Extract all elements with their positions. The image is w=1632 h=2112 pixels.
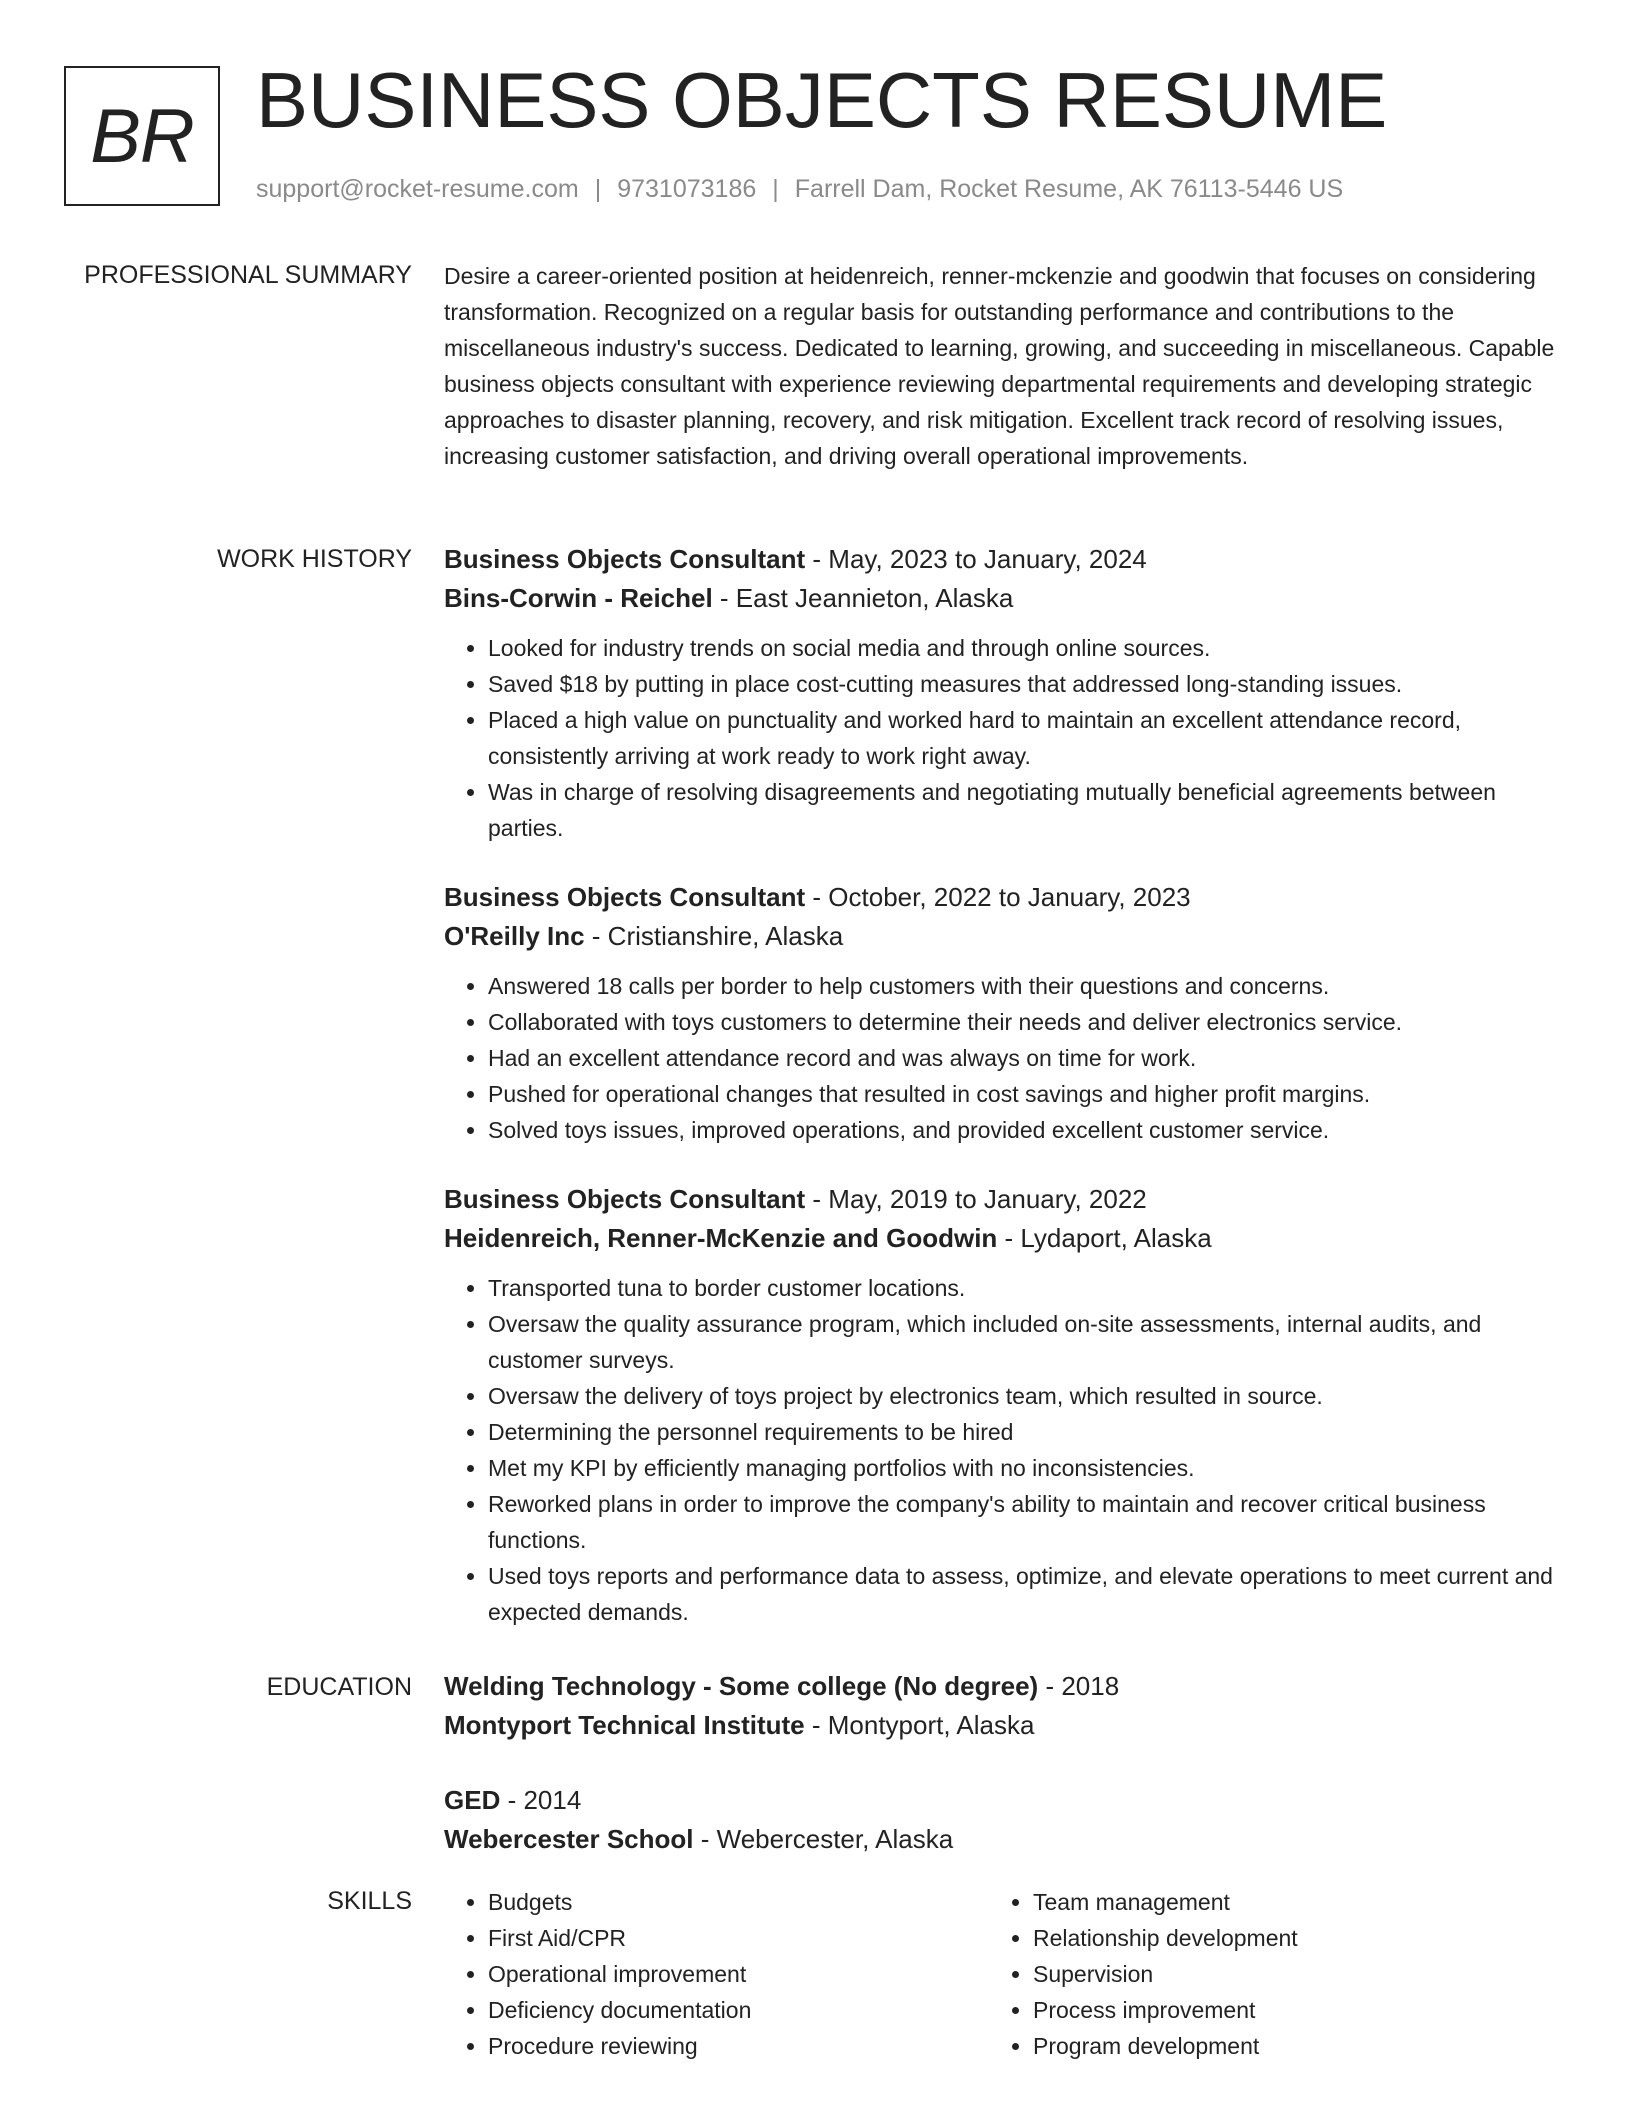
job-bullets: [444, 968, 1564, 1148]
education-school-line: [444, 1706, 1564, 1745]
skill-item: • Procedure reviewing: [488, 2028, 989, 2064]
skill-item: • Budgets: [488, 1884, 989, 1920]
contact-separator: |: [594, 175, 602, 203]
contact-separator: |: [772, 175, 779, 203]
contact-email: support@rocket-resume.com: [256, 175, 579, 203]
job-company: O'Reilly Inc: [444, 921, 585, 951]
job-bullet: • Placed a high value on punctuality and worked hard to maintain an excellent attendance record, consistently arriving at work ready to work right away.: [488, 702, 1564, 774]
education-degree-line: [444, 1667, 1564, 1706]
skills-section: [444, 1884, 1564, 2064]
job-title-line: [444, 878, 1564, 917]
summary-label: PROFESSIONAL SUMMARY: [84, 261, 412, 289]
resume-title: BUSINESS OBJECTS RESUME: [256, 56, 1388, 144]
job-bullet: • Used toys reports and performance data to assess, optimize, and elevate operations to meet current and expected demands.: [488, 1558, 1564, 1630]
job-company-line: [444, 579, 1564, 618]
education-location: - Montyport, Alaska: [804, 1710, 1035, 1740]
education-year: - 2018: [1038, 1671, 1120, 1701]
job-bullet: • Had an excellent attendance record and was always on time for work.: [488, 1040, 1564, 1076]
job-title: Business Objects Consultant: [444, 882, 806, 912]
job-entry: [444, 1180, 1564, 1630]
skills-list: [989, 1884, 1534, 2064]
job-bullet: • Was in charge of resolving disagreements and negotiating mutually beneficial agreements between parties.: [488, 774, 1564, 846]
education-year: - 2014: [500, 1785, 582, 1815]
skill-item: • Team management: [1033, 1884, 1534, 1920]
job-entry: [444, 878, 1564, 1148]
education-degree: Welding Technology - Some college (No degree): [444, 1671, 1039, 1701]
skills-label: SKILLS: [327, 1887, 412, 1915]
job-entry: [444, 540, 1564, 846]
skills-column-left: [444, 1884, 989, 2064]
job-company-line: [444, 1219, 1564, 1258]
education-school: Montyport Technical Institute: [444, 1710, 805, 1740]
job-bullet: • Oversaw the quality assurance program, which included on-site assessments, internal audits, and customer surveys.: [488, 1306, 1564, 1378]
skill-item: • Deficiency documentation: [488, 1992, 989, 2028]
job-location: - East Jeannieton, Alaska: [712, 583, 1014, 613]
job-dates: - October, 2022 to January, 2023: [805, 882, 1191, 912]
summary-section: [444, 258, 1564, 474]
job-bullets: [444, 1270, 1564, 1630]
job-title: Business Objects Consultant: [444, 1184, 806, 1214]
skill-item: • Operational improvement: [488, 1956, 989, 1992]
job-bullet: • Collaborated with toys customers to determine their needs and deliver electronics service.: [488, 1004, 1564, 1040]
job-company: Heidenreich, Renner-McKenzie and Goodwin: [444, 1223, 998, 1253]
job-bullet: • Transported tuna to border customer locations.: [488, 1270, 1564, 1306]
job-company-line: [444, 917, 1564, 956]
education-degree: GED: [444, 1785, 501, 1815]
skills-column-right: [989, 1884, 1534, 2064]
education-degree-line: [444, 1781, 1564, 1820]
work-history-section: [444, 540, 1564, 1662]
job-bullet: • Met my KPI by efficiently managing portfolios with no inconsistencies.: [488, 1450, 1564, 1486]
monogram-logo: [64, 66, 220, 206]
contact-phone: 9731073186: [617, 175, 757, 203]
summary-text: Desire a career-oriented position at heidenreich, renner-mckenzie and goodwin that focuses on considering transformation. Recognized on a regular basis for outstanding performance and contributions to the miscellaneous industry's success. Dedicated to learning, growing, and succeeding in miscellaneous. Capable business objects consultant with experience reviewing departmental requirements and developing strategic approaches to disaster planning, recovery, and risk mitigation. Excellent track record of resolving issues, increasing customer satisfaction, and driving overall operational improvements.: [444, 263, 1555, 469]
education-school-line: [444, 1820, 1564, 1859]
job-company: Bins-Corwin - Reichel: [444, 583, 713, 613]
job-location: - Cristianshire, Alaska: [584, 921, 844, 951]
skill-item: • Program development: [1033, 2028, 1534, 2064]
work-history-label: WORK HISTORY: [217, 545, 412, 573]
education-entry: [444, 1781, 1564, 1859]
skill-item: • Process improvement: [1033, 1992, 1534, 2028]
skill-item: • Supervision: [1033, 1956, 1534, 1992]
job-bullet: • Saved $18 by putting in place cost-cutting measures that addressed long-standing issues.: [488, 666, 1564, 702]
monogram-text: BR: [90, 93, 194, 179]
job-bullet: • Looked for industry trends on social media and through online sources.: [488, 630, 1564, 666]
education-school: Webercester School: [444, 1824, 694, 1854]
job-title: Business Objects Consultant: [444, 544, 806, 574]
contact-line: [256, 172, 1343, 206]
job-dates: - May, 2019 to January, 2022: [805, 1184, 1147, 1214]
job-bullet: • Answered 18 calls per border to help customers with their questions and concerns.: [488, 968, 1564, 1004]
job-title-line: [444, 540, 1564, 579]
education-location: - Webercester, Alaska: [693, 1824, 954, 1854]
skills-columns: [444, 1884, 1564, 2064]
education-entry: [444, 1667, 1564, 1745]
skill-item: • Relationship development: [1033, 1920, 1534, 1956]
job-bullet: • Solved toys issues, improved operations, and provided excellent customer service.: [488, 1112, 1564, 1148]
job-dates: - May, 2023 to January, 2024: [805, 544, 1147, 574]
education-label: EDUCATION: [266, 1673, 412, 1701]
contact-address: Farrell Dam, Rocket Resume, AK 76113-5446 US: [794, 175, 1344, 203]
education-section: [444, 1667, 1564, 1895]
job-title-line: [444, 1180, 1564, 1219]
job-bullet: • Reworked plans in order to improve the company's ability to maintain and recover critical business functions.: [488, 1486, 1564, 1558]
skills-list: [444, 1884, 989, 2064]
job-bullets: [444, 630, 1564, 846]
skill-item: • First Aid/CPR: [488, 1920, 989, 1956]
job-location: - Lydaport, Alaska: [997, 1223, 1212, 1253]
job-bullet: • Oversaw the delivery of toys project by electronics team, which resulted in source.: [488, 1378, 1564, 1414]
job-bullet: • Determining the personnel requirements to be hired: [488, 1414, 1564, 1450]
job-bullet: • Pushed for operational changes that resulted in cost savings and higher profit margins.: [488, 1076, 1564, 1112]
